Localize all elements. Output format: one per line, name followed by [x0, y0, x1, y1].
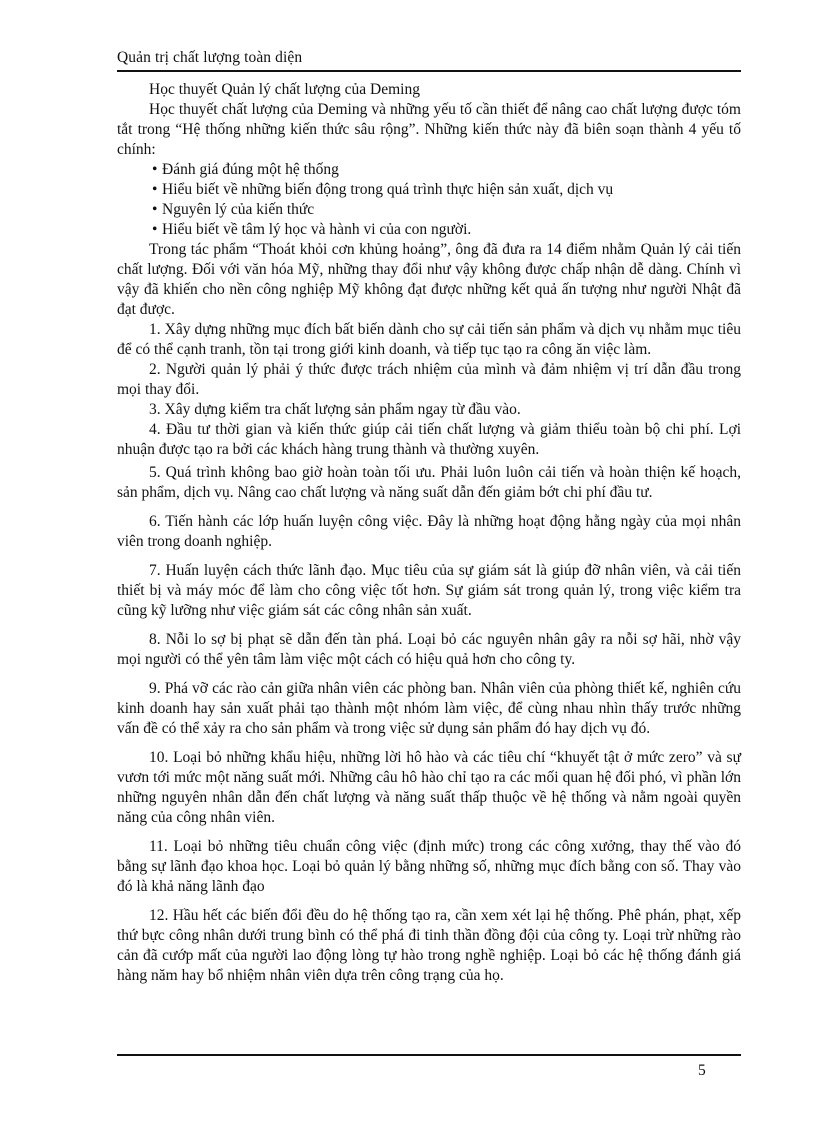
list-item-text: Hiểu biết về những biến động trong quá trình thực hiện sản xuất, dịch vụ: [162, 181, 614, 198]
point-10: 10. Loại bỏ những khẩu hiệu, những lời hô hào và các tiêu chí “khuyết tật ở mức zero” và sự vươn tới mức một năng suất mới. Những câu hô hào chỉ tạo ra các mối quan hệ đối phó, vì phần lớn những nguyên nhân dẫn đến chất lượng và năng suất thấp thuộc về hệ thống và nằm ngoài quyền năng của công nhân viên.: [117, 749, 741, 826]
point-9: 9. Phá vỡ các rào cản giữa nhân viên các phòng ban. Nhân viên của phòng thiết kế, nghiên cứu kinh doanh hay sản xuất phải tạo thành một nhóm làm việc, để cùng nhau nhìn thấy trước những vấn đề có thể xảy ra cho sản phẩm và trong việc sử dụng sản phẩm đó hay dịch vụ đó.: [117, 680, 741, 737]
list-item: [117, 160, 741, 180]
point-3: 3. Xây dựng kiểm tra chất lượng sản phẩm ngay từ đầu vào.: [149, 401, 521, 418]
point-6: 6. Tiến hành các lớp huấn luyện công việc. Đây là những hoạt động hằng ngày của mọi nhân viên trong doanh nghiệp.: [117, 513, 741, 550]
section-title: Học thuyết Quản lý chất lượng của Deming: [149, 81, 420, 98]
intro-paragraph: Học thuyết chất lượng của Deming và những yếu tố cần thiết để nâng cao chất lượng được tóm tắt trong “Hệ thống những kiến thức sâu rộng”. Những kiến thức này đã biên soạn thành 4 yếu tố chính:: [117, 101, 741, 158]
point-12: 12. Hầu hết các biến đổi đều do hệ thống tạo ra, cần xem xét lại hệ thống. Phê phán, phạt, xếp thứ bực công nhân dưới trung bình có thể phá đi tinh thần đồng đội của công ty. Loại trừ những rào cản đã cướp mất của người lao động lòng tự hào trong nghề nghiệp. Loại bỏ các hệ thống đánh giá hàng năm hay bổ nhiệm nhân viên dựa trên công trạng của họ.: [117, 907, 741, 984]
point-8: 8. Nỗi lo sợ bị phạt sẽ dẫn đến tàn phá. Loại bỏ các nguyên nhân gây ra nỗi sợ hãi, nhờ vậy mọi người có thể yên tâm làm việc một cách có hiệu quả hơn cho công ty.: [117, 631, 741, 668]
list-item-text: Nguyên lý của kiến thức: [162, 201, 315, 218]
header-divider: [117, 70, 741, 72]
bullet-icon: •: [152, 161, 158, 178]
page-number: 5: [698, 1062, 706, 1079]
key-elements-list: [117, 160, 741, 240]
bullet-icon: •: [152, 221, 158, 238]
list-item: [117, 180, 741, 200]
point-5: 5. Quá trình không bao giờ hoàn toàn tối ưu. Phải luôn luôn cải tiến và hoàn thiện kế hoạch, sản phẩm, dịch vụ. Nâng cao chất lượng và năng suất dẫn đến giảm bớt chi phí đầu tư.: [117, 464, 741, 501]
document-body: [117, 80, 741, 986]
list-item: [117, 220, 741, 240]
bullet-icon: •: [152, 201, 158, 218]
point-1: 1. Xây dựng những mục đích bất biến dành cho sự cải tiến sản phẩm và dịch vụ nhằm mục tiêu để có thể cạnh tranh, tồn tại trong giới kinh doanh, và tiếp tục tạo ra công ăn việc làm.: [117, 321, 741, 358]
footer-divider: [117, 1054, 741, 1056]
point-2: 2. Người quản lý phải ý thức được trách nhiệm của mình và đảm nhiệm vị trí dẫn đầu trong mọi thay đổi.: [117, 361, 741, 398]
list-item-text: Hiểu biết về tâm lý học và hành vi của con người.: [162, 221, 472, 238]
point-7: 7. Huấn luyện cách thức lãnh đạo. Mục tiêu của sự giám sát là giúp đỡ nhân viên, và cải tiến thiết bị và máy móc để làm cho công việc tốt hơn. Sự giám sát trong quản lý, trong việc kiểm tra cũng kỹ lưỡng như việc giám sát các công nhân sản xuất.: [117, 562, 741, 619]
list-item: [117, 200, 741, 220]
bullet-icon: •: [152, 181, 158, 198]
running-header: Quản trị chất lượng toàn diện: [117, 49, 303, 66]
list-item-text: Đánh giá đúng một hệ thống: [162, 161, 339, 178]
summary-paragraph: Trong tác phẩm “Thoát khỏi cơn khủng hoảng”, ông đã đưa ra 14 điểm nhằm Quản lý cải tiến chất lượng. Đối với văn hóa Mỹ, những thay đổi như vậy không được chấp nhận dễ dàng. Chính vì vậy đã khiến cho nền công nghiệp Mỹ không đạt được những kết quả ấn tượng như người Nhật đã đạt được.: [117, 241, 741, 318]
point-11: 11. Loại bỏ những tiêu chuẩn công việc (định mức) trong các công xưởng, thay thế vào đó bằng sự lãnh đạo khoa học. Loại bỏ quản lý bằng những số, những mục đích bằng con số. Thay vào đó là khả năng lãnh đạo: [117, 838, 741, 895]
point-4: 4. Đầu tư thời gian và kiến thức giúp cải tiến chất lượng và giảm thiểu toàn bộ chi phí. Lợi nhuận được tạo ra bởi các khách hàng trung thành và thường xuyên.: [117, 421, 741, 458]
